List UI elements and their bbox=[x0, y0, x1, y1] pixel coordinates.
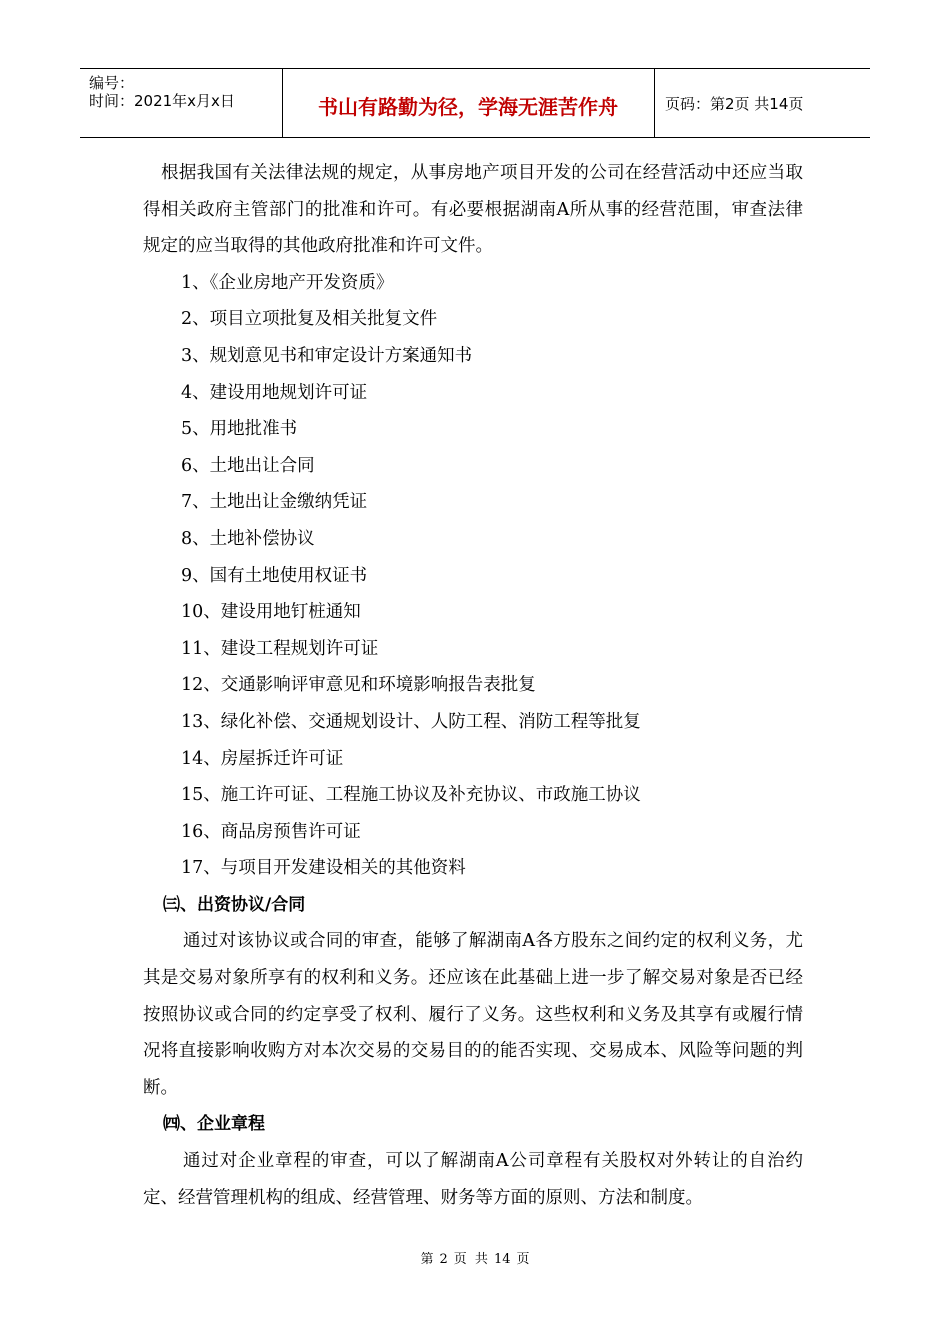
list-item: 7、土地出让金缴纳凭证 bbox=[181, 492, 368, 513]
page-code: 页码：第2页 共14页 bbox=[665, 95, 804, 113]
list-item: 12、交通影响评审意见和环境影响报告表批复 bbox=[181, 675, 536, 696]
section3-heading: ㈢、出资协议/合同 bbox=[163, 894, 306, 915]
list-item: 1、《企业房地产开发资质》 bbox=[181, 272, 394, 293]
section4-paragraph: 通过对企业章程的审查，可以了解湖南A公司章程有关股权对外转让的自治约定、经营管理机构的组成、经营管理、财务等方面的原则、方法和制度。 bbox=[143, 1151, 803, 1208]
document-body bbox=[143, 155, 803, 1216]
list-item: 3、规划意见书和审定设计方案通知书 bbox=[181, 345, 473, 366]
footer-page-number: 2 bbox=[439, 1252, 448, 1267]
number-label: 编号： bbox=[89, 74, 135, 92]
section3-paragraph: 通过对该协议或合同的审查，能够了解湖南A各方股东之间约定的权利义务，尤其是交易对象所享有的权利和义务。还应该在此基础上进一步了解交易对象是否已经按照协议或合同的约定享受了权利、履行了义务。这些权利和义务及其享有或履行情况将直接影响收购方对本次交易的交易目的的能否实现、交易成本、风险等问题的判断。 bbox=[143, 931, 803, 1098]
list-item: 15、施工许可证、工程施工协议及补充协议、市政施工协议 bbox=[181, 785, 641, 806]
footer-suffix: 页 bbox=[516, 1252, 530, 1267]
page-footer bbox=[0, 1248, 950, 1267]
list-item: 17、与项目开发建设相关的其他资料 bbox=[181, 858, 466, 879]
list-item: 5、用地批准书 bbox=[181, 419, 298, 440]
list-item: 2、项目立项批复及相关批复文件 bbox=[181, 309, 438, 330]
footer-prefix: 第 bbox=[420, 1252, 434, 1267]
list-item: 8、土地补偿协议 bbox=[181, 528, 315, 549]
permit-list bbox=[143, 265, 803, 887]
list-item: 14、房屋拆迁许可证 bbox=[181, 748, 344, 769]
list-item: 9、国有土地使用权证书 bbox=[181, 565, 368, 586]
list-item: 4、建设用地规划许可证 bbox=[181, 382, 368, 403]
header-page-cell bbox=[655, 69, 870, 137]
intro-paragraph: 根据我国有关法律法规的规定，从事房地产项目开发的公司在经营活动中还应当取得相关政府主管部门的批准和许可。有必要根据湖南A所从事的经营范围，审查法律规定的应当取得的其他政府批准和许可文件。 bbox=[143, 163, 803, 257]
list-item: 11、建设工程规划许可证 bbox=[181, 638, 379, 659]
list-item: 13、绿化补偿、交通规划设计、人防工程、消防工程等批复 bbox=[181, 711, 641, 732]
footer-middle: 页 共 bbox=[453, 1252, 488, 1267]
list-item: 10、建设用地钉桩通知 bbox=[181, 602, 361, 623]
list-item: 6、土地出让合同 bbox=[181, 455, 315, 476]
list-item: 16、商品房预售许可证 bbox=[181, 821, 361, 842]
motto-text: 书山有路勤为径，学海无涯苦作舟 bbox=[318, 95, 618, 119]
document-header bbox=[80, 68, 870, 138]
time-label: 时间：2021年x月x日 bbox=[89, 92, 235, 110]
header-motto-cell bbox=[282, 69, 655, 137]
header-info-cell bbox=[80, 69, 283, 137]
footer-total-pages: 14 bbox=[493, 1252, 511, 1267]
section4-heading: ㈣、企业章程 bbox=[163, 1114, 265, 1135]
